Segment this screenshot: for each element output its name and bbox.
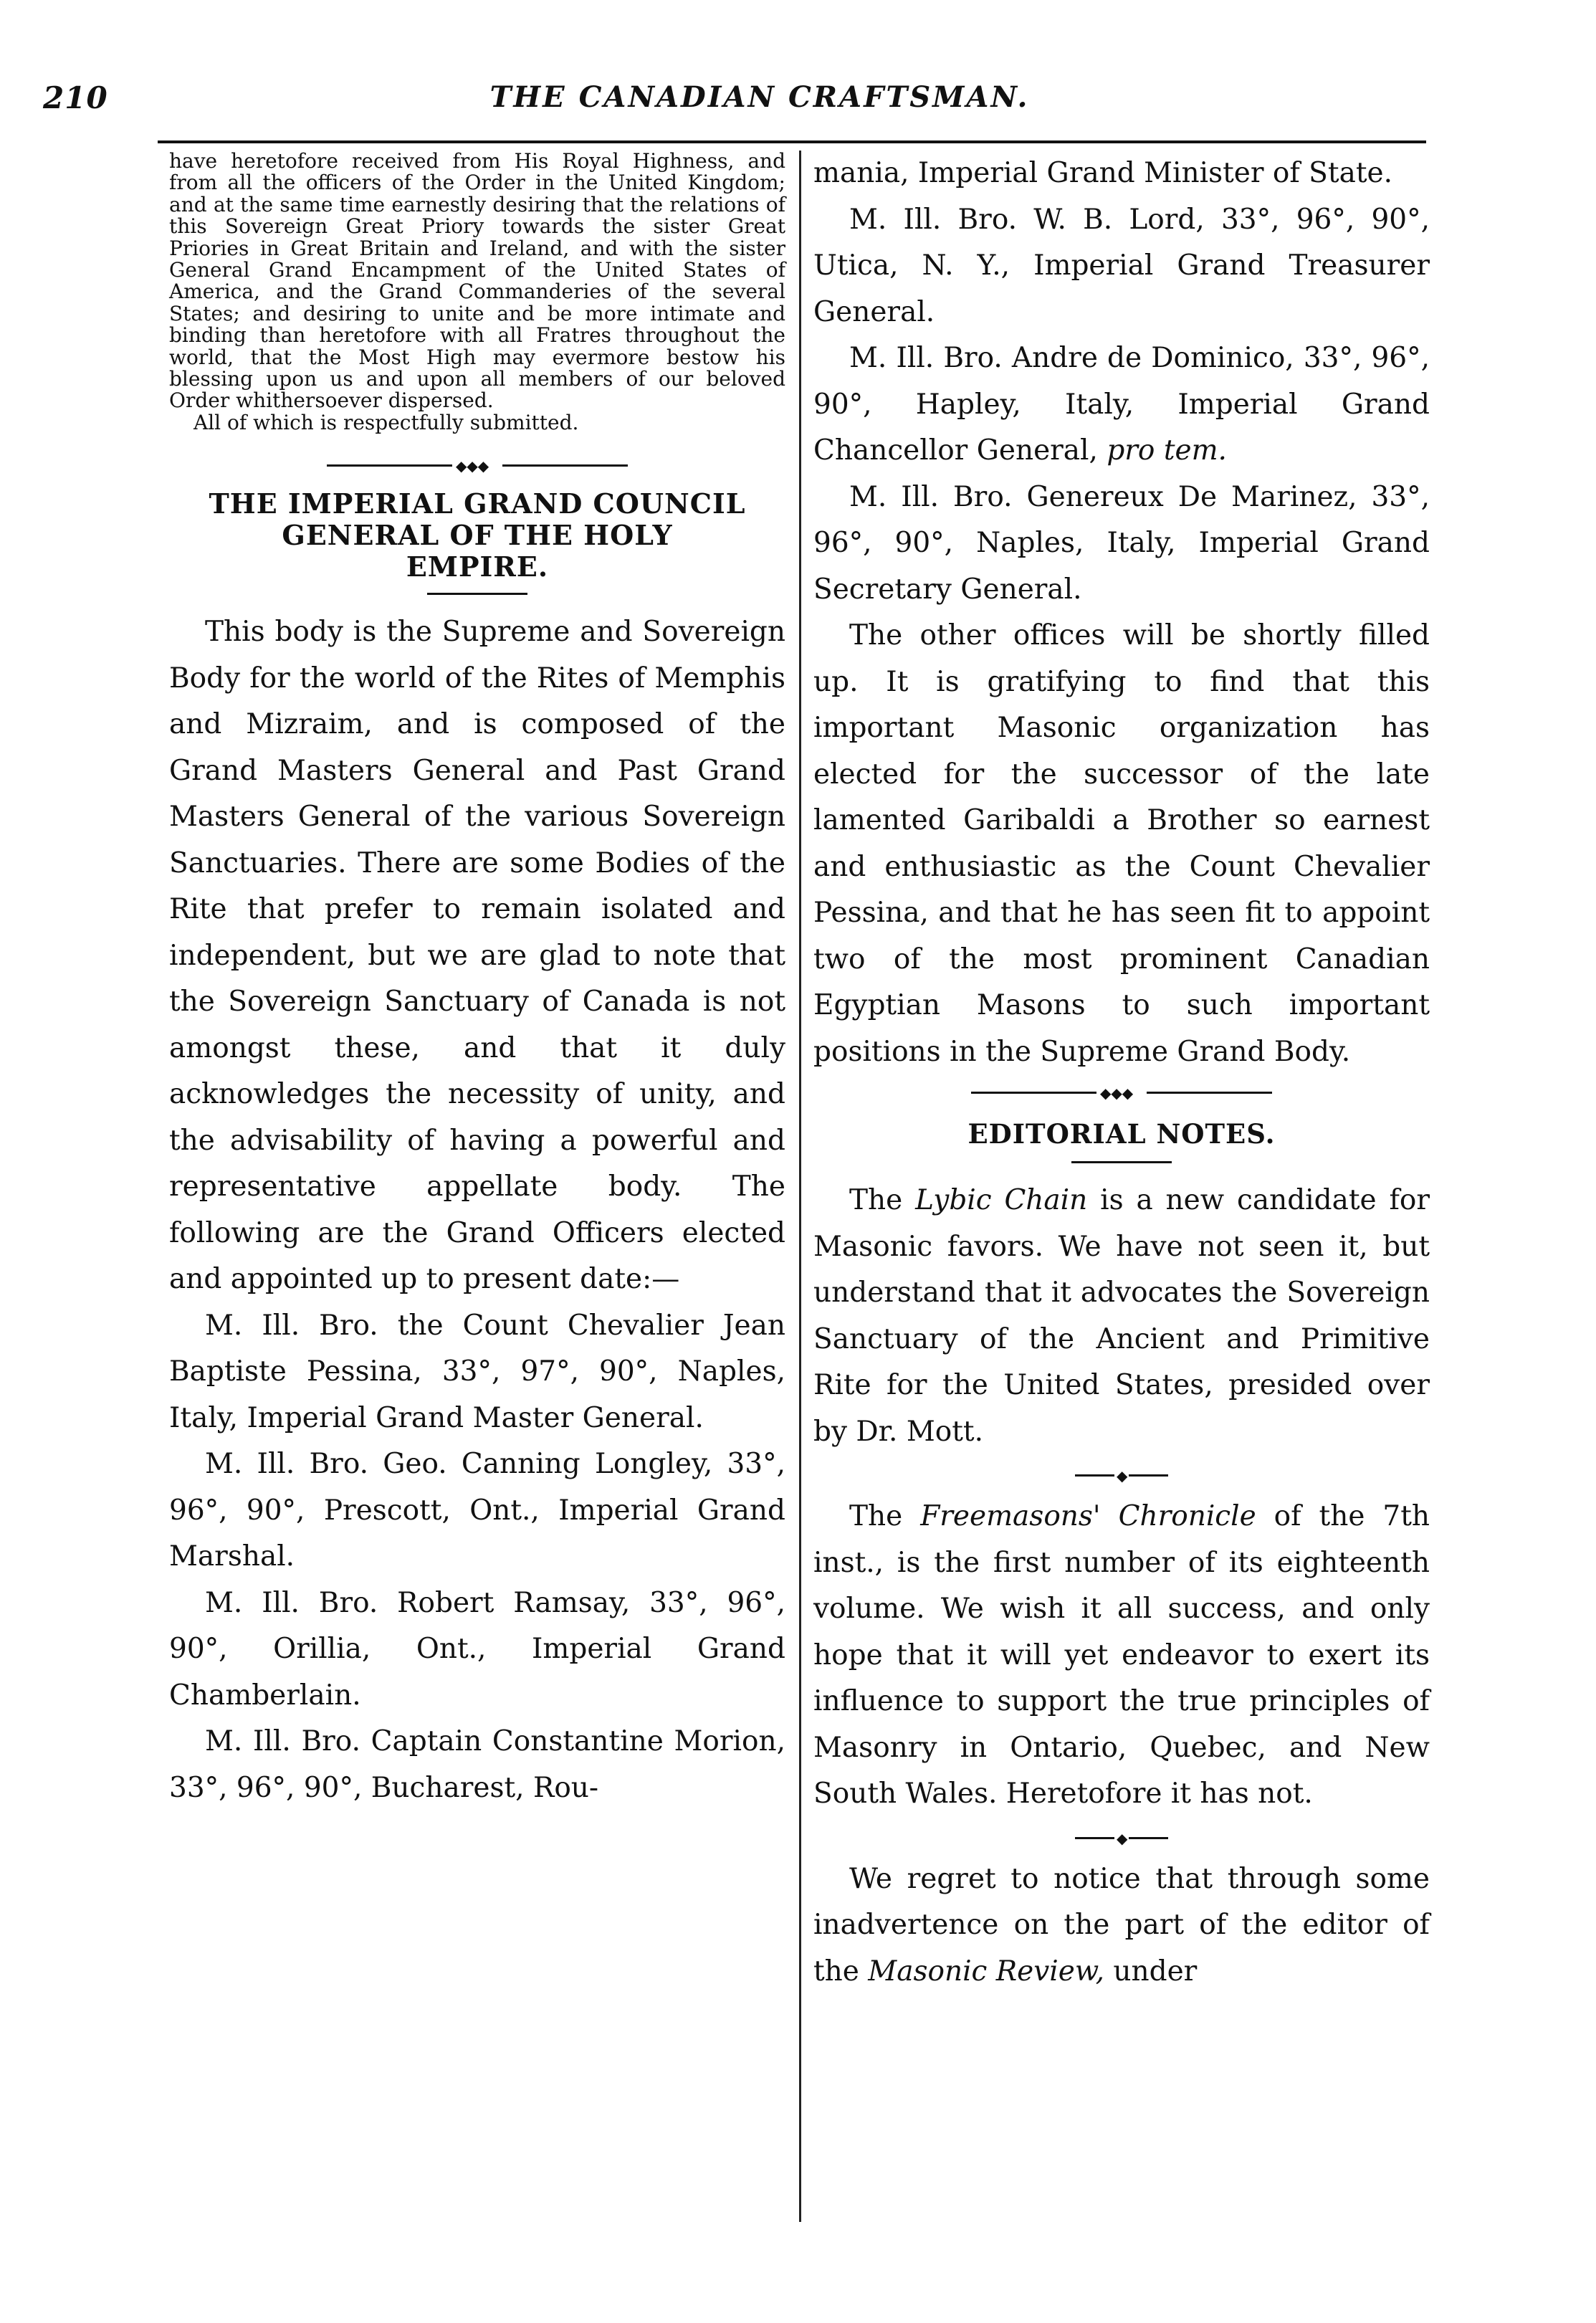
note3-paper: Masonic Review, — [868, 1955, 1104, 1988]
note2-body: of the 7th inst., is the first number of its eighteenth volume. We wish it all success, and only hope that it will yet endeavor to exert its influence to support the true principles of Masonry in Ontario, Quebec, and New South Wales. Heretofore it has not. — [813, 1500, 1430, 1810]
officer-lord: M. Ill. Bro. W. B. Lord, 33°, 96°, 90°, Utica, N. Y., Imperial Grand Treasurer General. — [813, 203, 1430, 328]
notes-heading-rule — [1071, 1161, 1172, 1163]
editorial-note-review — [813, 1856, 1430, 1995]
diamond-ornament-icon: ◆ — [1117, 1467, 1128, 1484]
note1-paper: Lybic Chain — [915, 1184, 1088, 1216]
officer-ramsay: M. Ill. Bro. Robert Ramsay, 33°, 96°, 90°, Orillia, Ont., Imperial Grand Chamberlain. — [169, 1586, 785, 1712]
article-closing: The other offices will be shortly filled up. It is gratifying to find that this important Masonic organization has elected for the successor of the late lamented Garibaldi a Brother so earnest and enthusiastic as the Count Chevalier Pessina, and that he has seen fit to appoint two of the most prominent Canadian Egyptian Masons to such important positions in the Supreme Grand Body. — [813, 619, 1430, 1068]
column-divider — [799, 151, 801, 2222]
article-heading-line3: EMPIRE. — [406, 550, 549, 583]
report-closing: All of which is respectfully submitted. — [193, 410, 579, 434]
article-heading-line2: GENERAL OF THE HOLY — [282, 519, 673, 552]
report-paragraph: have heretofore received from His Royal Highness, and from all the officers of the Order in the United Kingdom; and at the same time earnestly desiring that the relations of this Sovereign Great Priory towards the sister Great Priories in Great Britain and Ireland, and with the sister General Grand Encampment of the United States of America, and the Grand Commanderies of the several States; and desiring to unite and be more intimate and binding than heretofore with all Fratres throughout the world, that the Most High may evermore bestow his blessing upon us and upon all members of our beloved Order whithersoever dispersed. — [169, 149, 785, 413]
diamond-ornament-icon: ◆◆◆ — [1100, 1084, 1134, 1102]
diamond-ornament-icon: ◆◆◆ — [456, 457, 489, 475]
note-separator — [1075, 1459, 1168, 1491]
officer-pessina: M. Ill. Bro. the Count Chevalier Jean Baptiste Pessina, 33°, 97°, 90°, Naples, Italy, Imperial Grand Master General. — [169, 1309, 785, 1434]
note-separator — [1075, 1822, 1168, 1854]
left-column — [169, 151, 785, 1811]
right-column — [813, 151, 1430, 1995]
article-heading-line1: THE IMPERIAL GRAND COUNCIL — [209, 487, 746, 520]
article-intro: This body is the Supreme and Sovereign Body for the world of the Rites of Memphis and Mizraim, and is composed of the Grand Masters General and Past Grand Masters General of the various Sovereign Sanctuaries. There are some Bodies of the Rite that prefer to remain isolated and independent, but we are glad to note that the Sovereign Sanctuary of Canada is not amongst these, and that it duly acknowledges the necessity of unity, and the advisability of having a powerful and representative appellate body. The following are the Grand Officers elected and appointed up to present date:— — [169, 616, 785, 1296]
officer-marinez: M. Ill. Bro. Genereux De Marinez, 33°, 96°, 90°, Naples, Italy, Imperial Grand Secretary General. — [813, 480, 1430, 606]
note3-start: We regret to notice that through some inadvertence on the part of the editor of the — [813, 1862, 1430, 1988]
note1-body: is a new candidate for Masonic favors. We have not seen it, but understand that it advocates the Sovereign Sanctuary of the Ancient and Primitive Rite for the United States, presided over by Dr. Mott. — [813, 1184, 1430, 1448]
officer-dominico-main: M. Ill. Bro. Andre de Dominico, 33°, 96°, 90°, Hapley, Italy, Imperial Grand Chancellor General, — [813, 342, 1430, 467]
editorial-note-chronicle — [813, 1494, 1430, 1818]
officer-morion-start: M. Ill. Bro. Captain Constantine Morion, 33°, 96°, 90°, Bucharest, Rou- — [169, 1725, 785, 1804]
article-heading — [169, 488, 785, 583]
note3-end: under — [1113, 1955, 1198, 1988]
section-ornament — [971, 1077, 1272, 1108]
officer-longley: M. Ill. Bro. Geo. Canning Longley, 33°, 96°, 90°, Prescott, Ont., Imperial Grand Marshal. — [169, 1448, 785, 1573]
heading-rule — [427, 593, 527, 595]
editorial-note-lybic — [813, 1178, 1430, 1455]
notes-heading: EDITORIAL NOTES. — [967, 1118, 1276, 1150]
note2-paper: Freemasons' Chronicle — [920, 1500, 1256, 1532]
page-header — [43, 80, 1476, 130]
officer-dominico-note: pro tem. — [1107, 434, 1227, 467]
running-title: THE CANADIAN CRAFTSMAN. — [489, 80, 1030, 114]
page-number: 210 — [43, 80, 108, 115]
note1-the: The — [849, 1184, 903, 1216]
officer-dominico — [813, 335, 1430, 474]
note2-the: The — [849, 1500, 903, 1532]
header-rule — [158, 140, 1426, 143]
section-ornament — [327, 449, 628, 481]
diamond-ornament-icon: ◆ — [1117, 1829, 1128, 1847]
officer-morion-end: mania, Imperial Grand Minister of State. — [813, 157, 1392, 189]
